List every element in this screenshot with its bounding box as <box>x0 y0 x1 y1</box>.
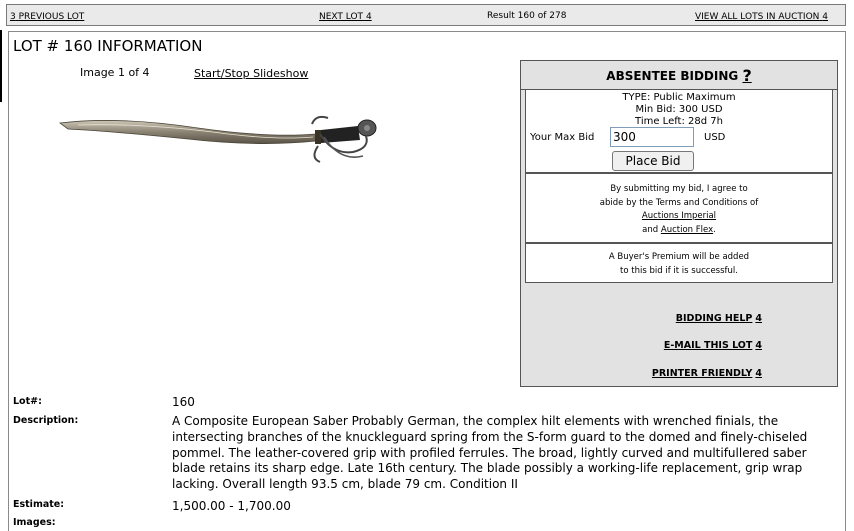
email-lot-link[interactable] <box>664 340 762 351</box>
view-all-lots-label: VIEW ALL LOTS IN AUCTION <box>695 12 820 22</box>
lot-image[interactable] <box>58 110 388 166</box>
absentee-bidding-panel <box>520 60 838 387</box>
next-arrow-icon: 4 <box>365 12 372 22</box>
bid-entry-section <box>525 89 833 173</box>
view-all-lots-link[interactable] <box>695 12 828 22</box>
printer-friendly-arrow-icon: 4 <box>755 368 762 379</box>
previous-lot-link[interactable] <box>10 12 84 22</box>
description-value: A Composite European Saber Probably German, the complex hilt elements with wrenched finials, the intersecting branches of the knuckleguard spring from the S-form guard to the domed and finely-chiseled pommel. The leather-covered grip with profiled ferrules. The broad, lightly curved and multifullered saber blade retains its sharp edge. Late 16th century. The blade possibly a working-life replacement, grip wrap lacking. Overall length 93.5 cm, blade 79 cm. Condition II <box>172 414 808 492</box>
terms-period: . <box>713 224 716 235</box>
premium-line-1: A Buyer's Premium will be added <box>608 252 750 262</box>
view-all-arrow-icon: 4 <box>822 12 829 22</box>
printer-friendly-link[interactable] <box>652 368 762 379</box>
premium-notice-section <box>525 243 833 283</box>
premium-line-2: to this bid if it is successful. <box>620 265 738 276</box>
currency-label: USD <box>704 132 726 143</box>
image-counter: Image 1 of 4 <box>80 66 150 79</box>
images-label: Images: <box>13 517 56 528</box>
bidding-help-icon[interactable]: ? <box>742 66 752 85</box>
previous-arrow-icon: 3 <box>10 12 16 22</box>
bidding-panel-header <box>521 61 837 90</box>
auctions-imperial-link[interactable]: Auctions Imperial <box>641 211 717 221</box>
lot-number-value: 160 <box>172 395 195 409</box>
next-lot-link[interactable] <box>319 12 372 22</box>
bidding-help-arrow-icon: 4 <box>755 313 762 324</box>
terms-line-2: abide by the Terms and Conditions of <box>599 197 759 208</box>
estimate-label: Estimate: <box>13 499 65 510</box>
lot-navigation-bar <box>6 4 846 26</box>
previous-lot-label: PREVIOUS LOT <box>18 12 85 22</box>
description-label: Description: <box>13 415 79 426</box>
terms-and: and <box>642 224 659 235</box>
terms-line-1: By submitting my bid, I agree to <box>610 184 748 194</box>
email-lot-label: E-MAIL THIS LOT <box>663 340 753 351</box>
bidding-title: ABSENTEE BIDDING <box>606 69 739 83</box>
result-counter: Result 160 of 278 <box>487 11 567 21</box>
email-lot-arrow-icon: 4 <box>755 340 762 351</box>
max-bid-label: Your Max Bid <box>530 132 595 143</box>
terms-section <box>525 173 833 243</box>
estimate-value: 1,500.00 - 1,700.00 <box>172 499 291 513</box>
bidding-help-link[interactable] <box>676 313 762 324</box>
left-edge-divider <box>0 30 2 102</box>
time-left: Time Left: 28d 7h <box>635 116 723 127</box>
bid-type: TYPE: Public Maximum <box>622 92 736 103</box>
slideshow-toggle-link[interactable]: Start/Stop Slideshow <box>194 67 309 80</box>
printer-friendly-label: PRINTER FRIENDLY <box>651 368 753 379</box>
bidding-help-label: BIDDING HELP <box>675 313 753 324</box>
min-bid: Min Bid: 300 USD <box>635 104 723 115</box>
place-bid-button[interactable]: Place Bid <box>612 151 694 171</box>
max-bid-row <box>528 128 828 148</box>
lot-number-label: Lot#: <box>13 396 42 407</box>
auction-flex-link[interactable]: Auction Flex <box>660 224 714 235</box>
page-title: LOT # 160 INFORMATION <box>13 37 203 55</box>
max-bid-input[interactable] <box>610 127 694 147</box>
next-lot-label: NEXT LOT <box>319 12 364 22</box>
